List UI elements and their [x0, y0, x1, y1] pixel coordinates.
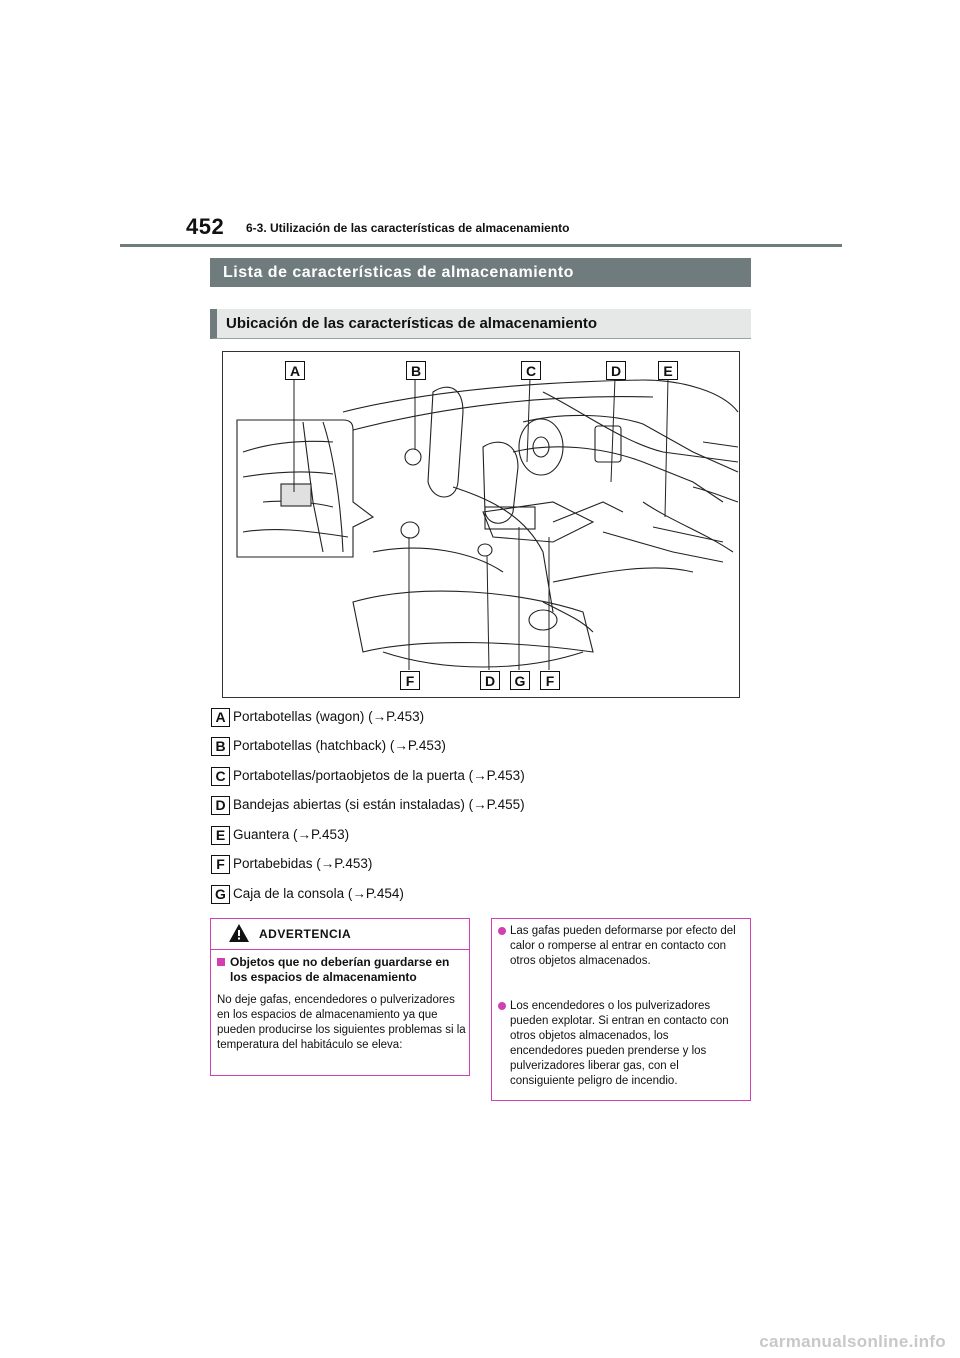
warning-header [211, 919, 469, 950]
header-rule [120, 244, 842, 247]
section-title: Lista de características de almacenamiento [210, 258, 751, 287]
legend-text: Caja de la consola (→P.454) [233, 886, 404, 901]
callout-g-bottom: G [510, 671, 530, 690]
note-item [498, 924, 743, 969]
warning-triangle-icon [228, 923, 250, 943]
legend-tag: E [211, 826, 230, 845]
legend-tag: B [211, 737, 230, 756]
legend-text: Portabebidas (→P.453) [233, 856, 373, 871]
legend-text: Bandejas abiertas (si están instaladas) (→P.455) [233, 797, 525, 812]
note-item [498, 999, 743, 1089]
warning-body: No deje gafas, encendedores o pulverizadores en los espacios de almacenamiento ya que pueden producirse los siguientes problemas si la temperatura del habitáculo se eleva: [217, 994, 466, 1051]
notes-box [491, 918, 751, 1101]
note-text: Las gafas pueden deformarse por efecto del calor o romperse al entrar en contacto con otros objetos almacenados. [510, 925, 736, 967]
page-number: 452 [186, 214, 225, 239]
warning-box [210, 918, 470, 1076]
callout-f-bottom: F [400, 671, 420, 690]
watermark: carmanualsonline.info [759, 1332, 946, 1351]
warning-subheading [217, 955, 462, 985]
callout-a-top: A [285, 361, 305, 380]
legend-tag: C [211, 767, 230, 786]
callout-c-top: C [521, 361, 541, 380]
square-bullet-icon [217, 958, 225, 966]
interior-figure [222, 351, 740, 698]
legend-text: Guantera (→P.453) [233, 827, 350, 842]
running-head: 6-3. Utilización de las características de almacenamiento [246, 221, 570, 235]
legend-tag: D [211, 796, 230, 815]
legend-tag: G [211, 885, 230, 904]
note-text: Los encendedores o los pulverizadores pueden explotar. Si entran en contacto con otros objetos almacenados, los encendedores pueden prenderse y los pulverizadores liberar gas, con el consiguiente peligro de incendio. [510, 1000, 729, 1087]
subsection-title: Ubicación de las características de almacenamiento [210, 309, 751, 339]
legend-text: Portabotellas (hatchback) (→P.453) [233, 738, 446, 753]
callout-e-top: E [658, 361, 678, 380]
callout-d-top: D [606, 361, 626, 380]
bullet-dot-icon [498, 927, 506, 935]
car-interior-illustration [223, 352, 739, 697]
legend-tag: F [211, 855, 230, 874]
warning-title: ADVERTENCIA [259, 927, 352, 941]
legend-tag: A [211, 708, 230, 727]
legend-text: Portabotellas/portaobjetos de la puerta (→P.453) [233, 768, 525, 783]
bullet-dot-icon [498, 1002, 506, 1010]
callout-b-top: B [406, 361, 426, 380]
callout-d-bottom: D [480, 671, 500, 690]
callout-f2-bottom: F [540, 671, 560, 690]
legend-text: Portabotellas (wagon) (→P.453) [233, 709, 425, 724]
warning-subheading-text: Objetos que no deberían guardarse en los espacios de almacenamiento [230, 955, 450, 984]
